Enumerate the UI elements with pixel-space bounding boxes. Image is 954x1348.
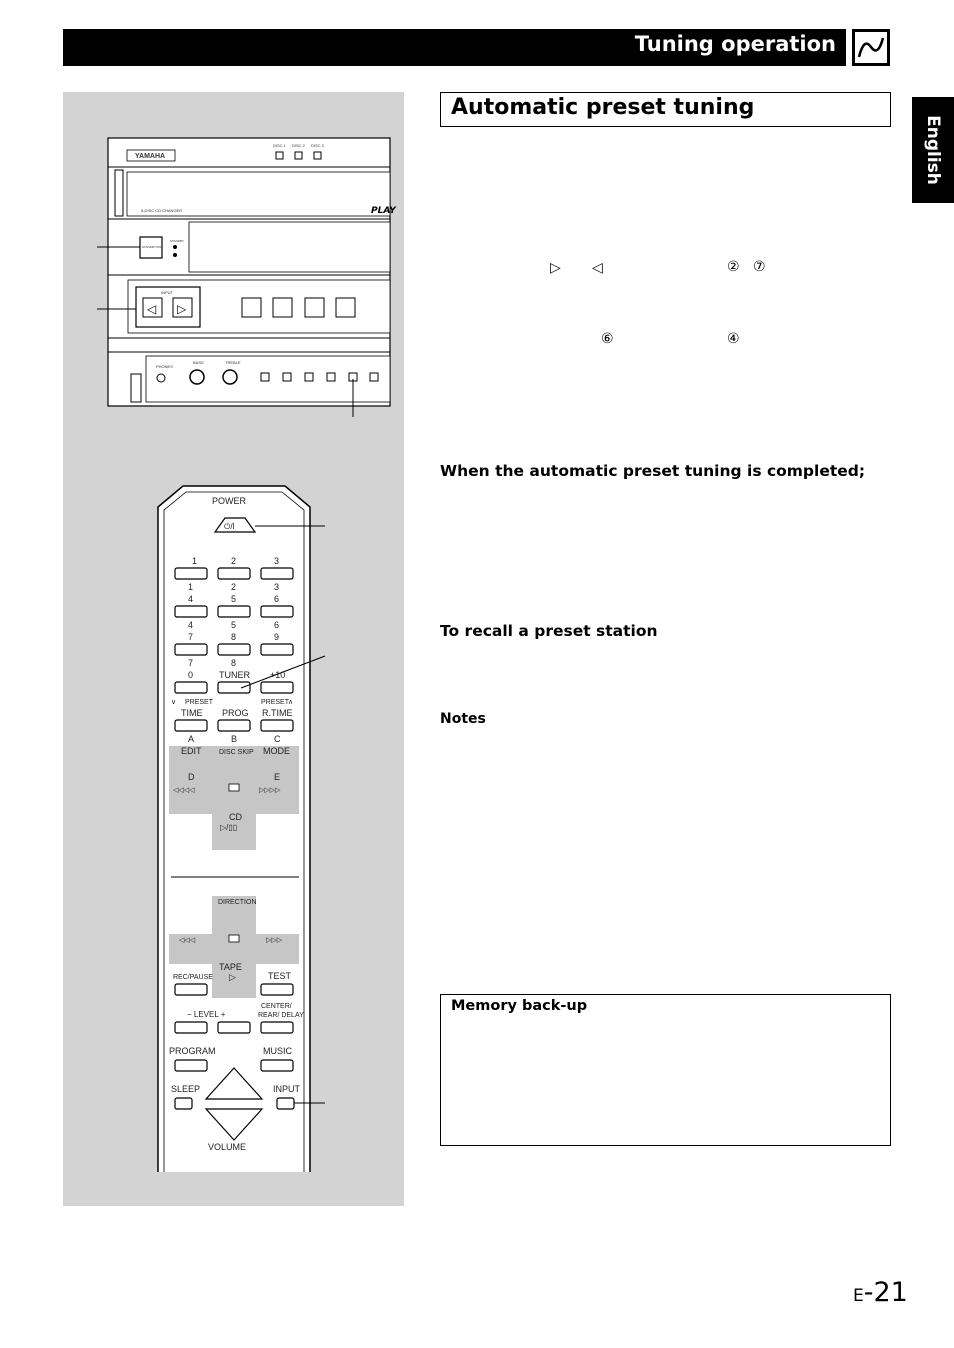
svg-text:▷▷▷: ▷▷▷ xyxy=(266,937,283,944)
svg-text:∧: ∧ xyxy=(288,699,294,706)
disc-skip-label: DISC SKIP xyxy=(219,749,254,756)
mode-label: MODE xyxy=(263,746,290,756)
svg-text:▷/▯▯: ▷/▯▯ xyxy=(220,823,238,832)
step-ref-7: ⑦ xyxy=(753,259,766,275)
completed-heading: When the automatic preset tuning is completed; xyxy=(440,462,866,480)
remote-key xyxy=(218,1022,250,1033)
sub-d-label: D xyxy=(188,772,195,782)
svg-text:▷: ▷ xyxy=(177,302,187,316)
remote-key xyxy=(261,984,293,995)
page-header-bar xyxy=(63,29,846,66)
remote-key xyxy=(175,984,207,995)
num-sub-3-label: 3 xyxy=(274,582,280,592)
num-0-label: 0 xyxy=(188,670,194,680)
prog-label: PROG xyxy=(222,708,249,718)
main-unit-illustration xyxy=(97,138,397,417)
remote-key xyxy=(175,606,207,617)
brand-logo: YAMAHA xyxy=(135,153,166,160)
plus10-label: +10 xyxy=(270,670,286,680)
music-label: MUSIC xyxy=(263,1046,292,1056)
time-label: TIME xyxy=(181,708,203,718)
svg-text:◁◁◁: ◁◁◁ xyxy=(179,937,196,944)
disc2-label: DISC 2 xyxy=(292,143,305,148)
sleep-label: SLEEP xyxy=(171,1084,201,1094)
step-ref-2: ② xyxy=(727,259,740,275)
tape-label: TAPE xyxy=(219,962,242,972)
disc1-label: DISC 1 xyxy=(273,143,286,148)
svg-text:▷: ▷ xyxy=(229,972,236,982)
rec-pause-label: REC/PAUSE xyxy=(173,974,213,981)
num-sub-6-label: 6 xyxy=(274,620,280,630)
remote-key xyxy=(175,682,207,693)
remote-key xyxy=(175,1022,207,1033)
sub-e-label: E xyxy=(274,772,281,782)
num-sub-4-label: 4 xyxy=(188,620,194,630)
sub-c-label: C xyxy=(274,734,281,744)
num-2-label: 2 xyxy=(231,556,237,566)
volume-label: VOLUME xyxy=(208,1142,247,1152)
phones-label: PHONES xyxy=(156,364,173,369)
fm-wave-icon xyxy=(852,29,890,66)
cd-changer-label: 5-DISC CD CHANGER xyxy=(141,208,183,213)
num-1-label: 1 xyxy=(192,556,198,566)
memory-backup-title: Memory back-up xyxy=(451,998,588,1014)
program-label: PROGRAM xyxy=(169,1046,216,1056)
num-sub-8-label: 8 xyxy=(231,658,237,668)
svg-text:◁◁◁◁: ◁◁◁◁ xyxy=(173,787,195,794)
memory-backup-box xyxy=(440,994,891,1146)
standby-led-label: STANDBY xyxy=(170,239,184,243)
num-8-label: 8 xyxy=(231,632,237,642)
remote-key xyxy=(261,644,293,655)
svg-text:∨: ∨ xyxy=(171,699,177,706)
page-header-title: Tuning operation xyxy=(634,32,836,56)
svg-text:◁: ◁ xyxy=(147,302,157,316)
num-sub-1-label: 1 xyxy=(188,582,194,592)
remote-key xyxy=(218,644,250,655)
page-number xyxy=(853,1277,908,1308)
disc3-label: DISC 3 xyxy=(311,143,324,148)
num-sub-2-label: 2 xyxy=(231,582,237,592)
sub-b-label: B xyxy=(231,734,238,744)
sub-a-label: A xyxy=(188,734,195,744)
section-title-box xyxy=(440,92,891,127)
tuner-label: TUNER xyxy=(219,670,250,680)
section-title: Automatic preset tuning xyxy=(451,95,755,120)
level-label: − LEVEL + xyxy=(187,1010,226,1019)
remote-key xyxy=(218,568,250,579)
remote-key xyxy=(261,682,293,693)
remote-key xyxy=(218,606,250,617)
preset-down-label: PRESET xyxy=(185,699,214,706)
play-logo: PLAY xyxy=(371,206,396,216)
remote-key xyxy=(261,1022,293,1033)
remote-key xyxy=(175,644,207,655)
rear-delay-label: REAR/ DELAY xyxy=(258,1012,304,1019)
standby-on-label: STANDBY/ON xyxy=(142,245,162,249)
step-ref-6: ⑥ xyxy=(601,331,614,347)
direction-label: DIRECTION xyxy=(218,899,257,906)
illustration-panel xyxy=(63,92,404,1206)
left-arrow-symbol: ◁ xyxy=(592,260,603,276)
remote-key-small xyxy=(175,1098,192,1109)
bass-label: BASS xyxy=(193,360,204,365)
edit-label: EDIT xyxy=(181,746,202,756)
num-5-label: 5 xyxy=(231,594,237,604)
svg-text:⏻/I: ⏻/I xyxy=(224,522,235,531)
remote-key xyxy=(261,606,293,617)
step-ref-4: ④ xyxy=(727,331,740,347)
recall-heading: To recall a preset station xyxy=(440,622,658,640)
page-prefix: E xyxy=(853,1286,864,1306)
remote-key-small xyxy=(277,1098,294,1109)
num-3-label: 3 xyxy=(274,556,280,566)
remote-control-illustration xyxy=(158,486,325,1172)
remote-key xyxy=(175,568,207,579)
remote-key xyxy=(175,1060,207,1071)
remote-key xyxy=(218,682,250,693)
cd-label: CD xyxy=(229,812,242,822)
input-label: INPUT xyxy=(273,1084,300,1094)
notes-heading: Notes xyxy=(440,711,486,727)
remote-key xyxy=(218,720,250,731)
num-9-label: 9 xyxy=(274,632,280,642)
language-tab-label: English xyxy=(923,115,943,185)
language-tab xyxy=(912,97,954,203)
remote-key xyxy=(261,1060,293,1071)
remote-key xyxy=(175,720,207,731)
rtime-label: R.TIME xyxy=(262,708,293,718)
test-label: TEST xyxy=(268,971,292,981)
num-7-label: 7 xyxy=(188,632,194,642)
svg-text:▷▷▷▷: ▷▷▷▷ xyxy=(259,787,281,794)
num-4-label: 4 xyxy=(188,594,194,604)
remote-key xyxy=(261,568,293,579)
center-label: CENTER/ xyxy=(261,1003,292,1010)
num-6-label: 6 xyxy=(274,594,280,604)
remote-key xyxy=(261,720,293,731)
treble-label: TREBLE xyxy=(225,360,241,365)
num-sub-7-label: 7 xyxy=(188,658,194,668)
power-label: POWER xyxy=(212,496,247,506)
page-num: -21 xyxy=(863,1277,908,1308)
right-arrow-symbol: ▷ xyxy=(550,260,561,276)
input-label-unit: INPUT xyxy=(161,290,173,295)
num-sub-5-label: 5 xyxy=(231,620,237,630)
preset-up-label: PRESET xyxy=(261,699,290,706)
